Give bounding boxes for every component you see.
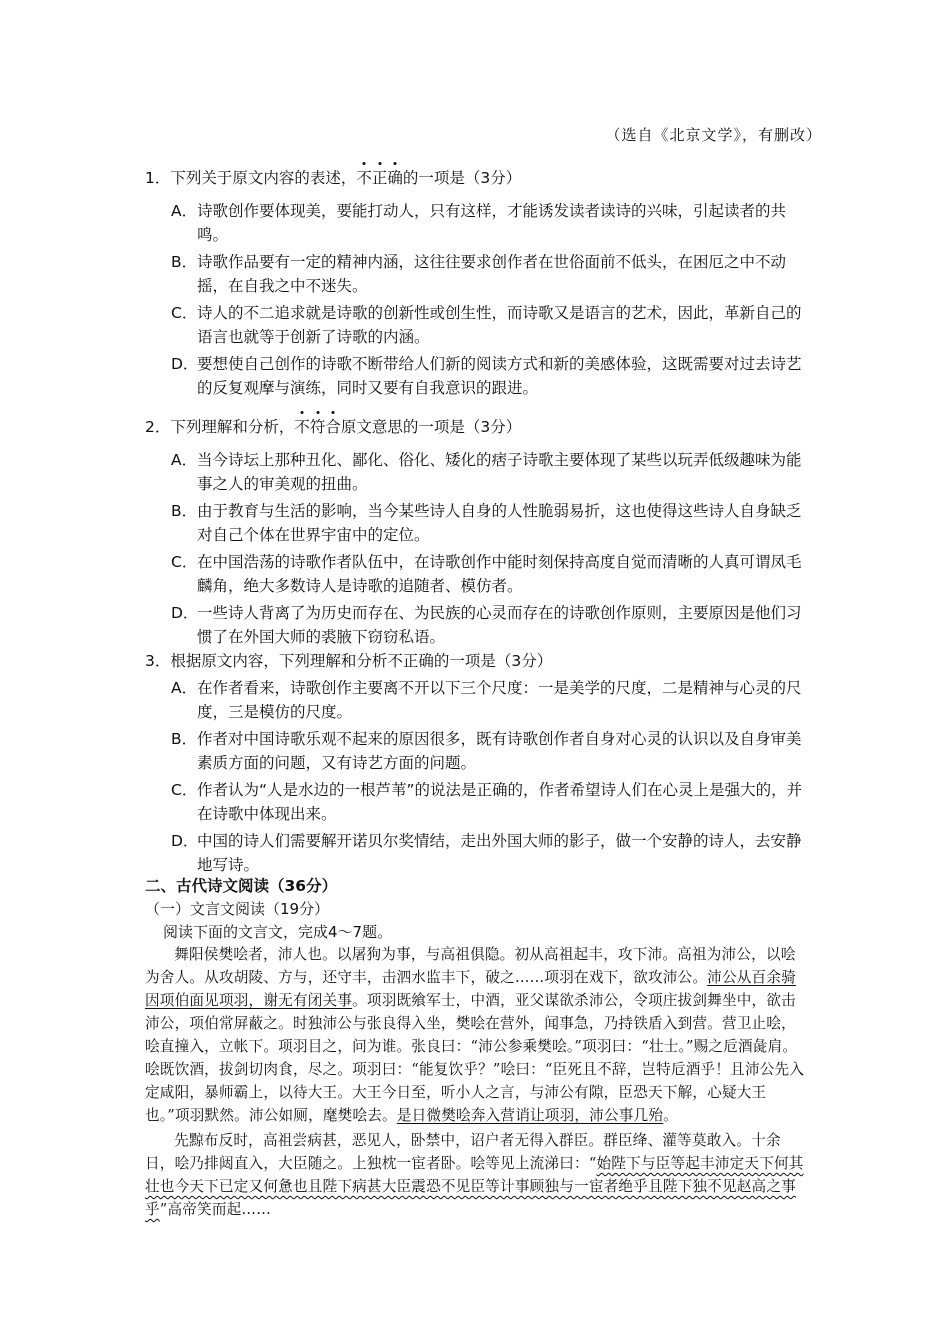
q2-option-b: B． 由于教育与生活的影响，当今某些诗人自身的人性脆弱易折，这也使得这些诗人自身缺乏对自己个体在世界宇宙中的定位。 — [171, 502, 802, 544]
q1-option-c: C． 诗人的不二追求就是诗歌的创新性或创生性，而诗歌又是语言的艺术，因此，革新自己的语言也就等于创新了诗歌的内涵。 — [171, 304, 802, 346]
subsection-1-title: （一）文言文阅读（19分） — [145, 900, 330, 918]
question-1 — [145, 167, 805, 403]
q3-option-b: B． 作者对中国诗歌乐观不起来的原因很多，既有诗歌创作者自身对心灵的认识以及自身审美素质方面的问题，又有诗艺方面的问题。 — [171, 730, 802, 772]
classical-paragraph-1: 舞阳侯樊哙者，沛人也。以屠狗为事，与高祖俱隐。初从高祖起丰，攻下沛。高祖为沛公，以哙为舍人。从攻胡陵、方与，还守丰，击泗水监丰下，破之……项羽在戏下，欲攻沛公。沛公从百余骑因项伯面见项羽，谢无有闭关事。项羽既飨军士，中酒，亚父谋欲杀沛公，令项庄拔剑舞坐中，欲击沛公，项伯常屏蔽之。时独沛公与张良得入坐，樊哙在营外，闻事急，乃持铁盾入到营。营卫止哙，哙直撞入，立帐下。项羽目之，问为谁。张良曰：“沛公参乘樊哙。”项羽曰：“壮士。”赐之卮酒彘肩。哙既饮酒，拔剑切肉食，尽之。项羽曰：“能复饮乎？”哙曰：“臣死且不辞，岂特卮酒乎！且沛公先入定咸阳，暴师霸上，以待大王。大王今日至，听小人之言，与沛公有隙，臣恐天下解，心疑大王也。”项羽默然。沛公如厕，麾樊哙去。是日微樊哙奔入营诮让项羽，沛公事几殆。 — [145, 946, 805, 1124]
q1-option-d: D． 要想使自己创作的诗歌不断带给人们新的阅读方式和新的美感体验，这既需要对过去诗艺的反复观摩与演练，同时又要有自我意识的跟进。 — [171, 355, 802, 397]
wavy-underlined-passage: 始陛下与臣等起丰沛定天下何其壮也今天下已定又何惫也且陛下病甚大臣震恐不见臣等计事顾独与一宦者绝乎且陛下独不见赵高之事乎 — [145, 1155, 804, 1218]
classical-passage — [145, 943, 810, 1221]
source-note: （选自《北京文学》，有删改） — [605, 126, 822, 144]
q3-option-d: D． 中国的诗人们需要解开诺贝尔奖情结，走出外国大师的影子，做一个安静的诗人，去安静地写诗。 — [171, 832, 802, 874]
q2-option-a: A． 当今诗坛上那种丑化、鄙化、俗化、矮化的痞子诗歌主要体现了某些以玩弄低级趣味为能事之人的审美观的扭曲。 — [171, 451, 802, 493]
question-2 — [145, 416, 805, 652]
section-2-title: 二、古代诗文阅读（36分） — [145, 877, 338, 895]
underlined-sentence-1: 沛公从百余骑因项伯面见项羽，谢无有闭关事 — [145, 969, 796, 1009]
question-1-stem: 1．下列关于原文内容的表述，不正确的一项是（3分） — [145, 169, 522, 187]
classical-paragraph-2: 先黥布反时，高祖尝病甚，恶见人，卧禁中，诏户者无得入群臣。群臣绛、灌等莫敢入。十余日，哙乃排闼直入，大臣随之。上独枕一宦者卧。哙等见上流涕曰：“始陛下与臣等起丰沛定天下何其壮也今天下已定又何惫也且陛下病甚大臣震恐不见臣等计事顾独与一宦者绝乎且陛下独不见赵高之事乎”高帝笑而起…… — [145, 1132, 804, 1218]
q3-option-a: A． 在作者看来，诗歌创作主要离不开以下三个尺度：一是美学的尺度，二是精神与心灵的尺度，三是模仿的尺度。 — [171, 679, 802, 721]
q3-option-c: C． 作者认为“人是水边的一根芦苇”的说法是正确的，作者希望诗人们在心灵上是强大的，并在诗歌中体现出来。 — [171, 781, 803, 823]
q2-option-c: C． 在中国浩荡的诗歌作者队伍中，在诗歌创作中能时刻保持高度自觉而清晰的人真可谓凤毛麟角，绝大多数诗人是诗歌的追随者、模仿者。 — [171, 553, 802, 595]
question-2-stem: 2．下列理解和分析，不符合原文意思的一项是（3分） — [145, 418, 522, 436]
q2-option-d: D． 一些诗人背离了为历史而存在、为民族的心灵而存在的诗歌创作原则，主要原因是他们习惯了在外国大师的裘腋下窃窃私语。 — [171, 604, 802, 646]
q1-option-a: A． 诗歌创作要体现美，要能打动人，只有这样，才能诱发读者读诗的兴味，引起读者的共鸣。 — [171, 202, 787, 244]
q1-option-b: B． 诗歌作品要有一定的精神内涵，这往往要求创作者在世俗面前不低头，在困厄之中不动摇，在自我之中不迷失。 — [171, 253, 787, 295]
question-3 — [145, 650, 805, 880]
question-3-stem: 3．根据原文内容，下列理解和分析不正确的一项是（3分） — [145, 652, 553, 670]
underlined-sentence-2: 是日微樊哙奔入营诮让项羽，沛公事几殆 — [396, 1107, 664, 1124]
reading-instruction: 阅读下面的文言文，完成4～7题。 — [163, 923, 393, 941]
